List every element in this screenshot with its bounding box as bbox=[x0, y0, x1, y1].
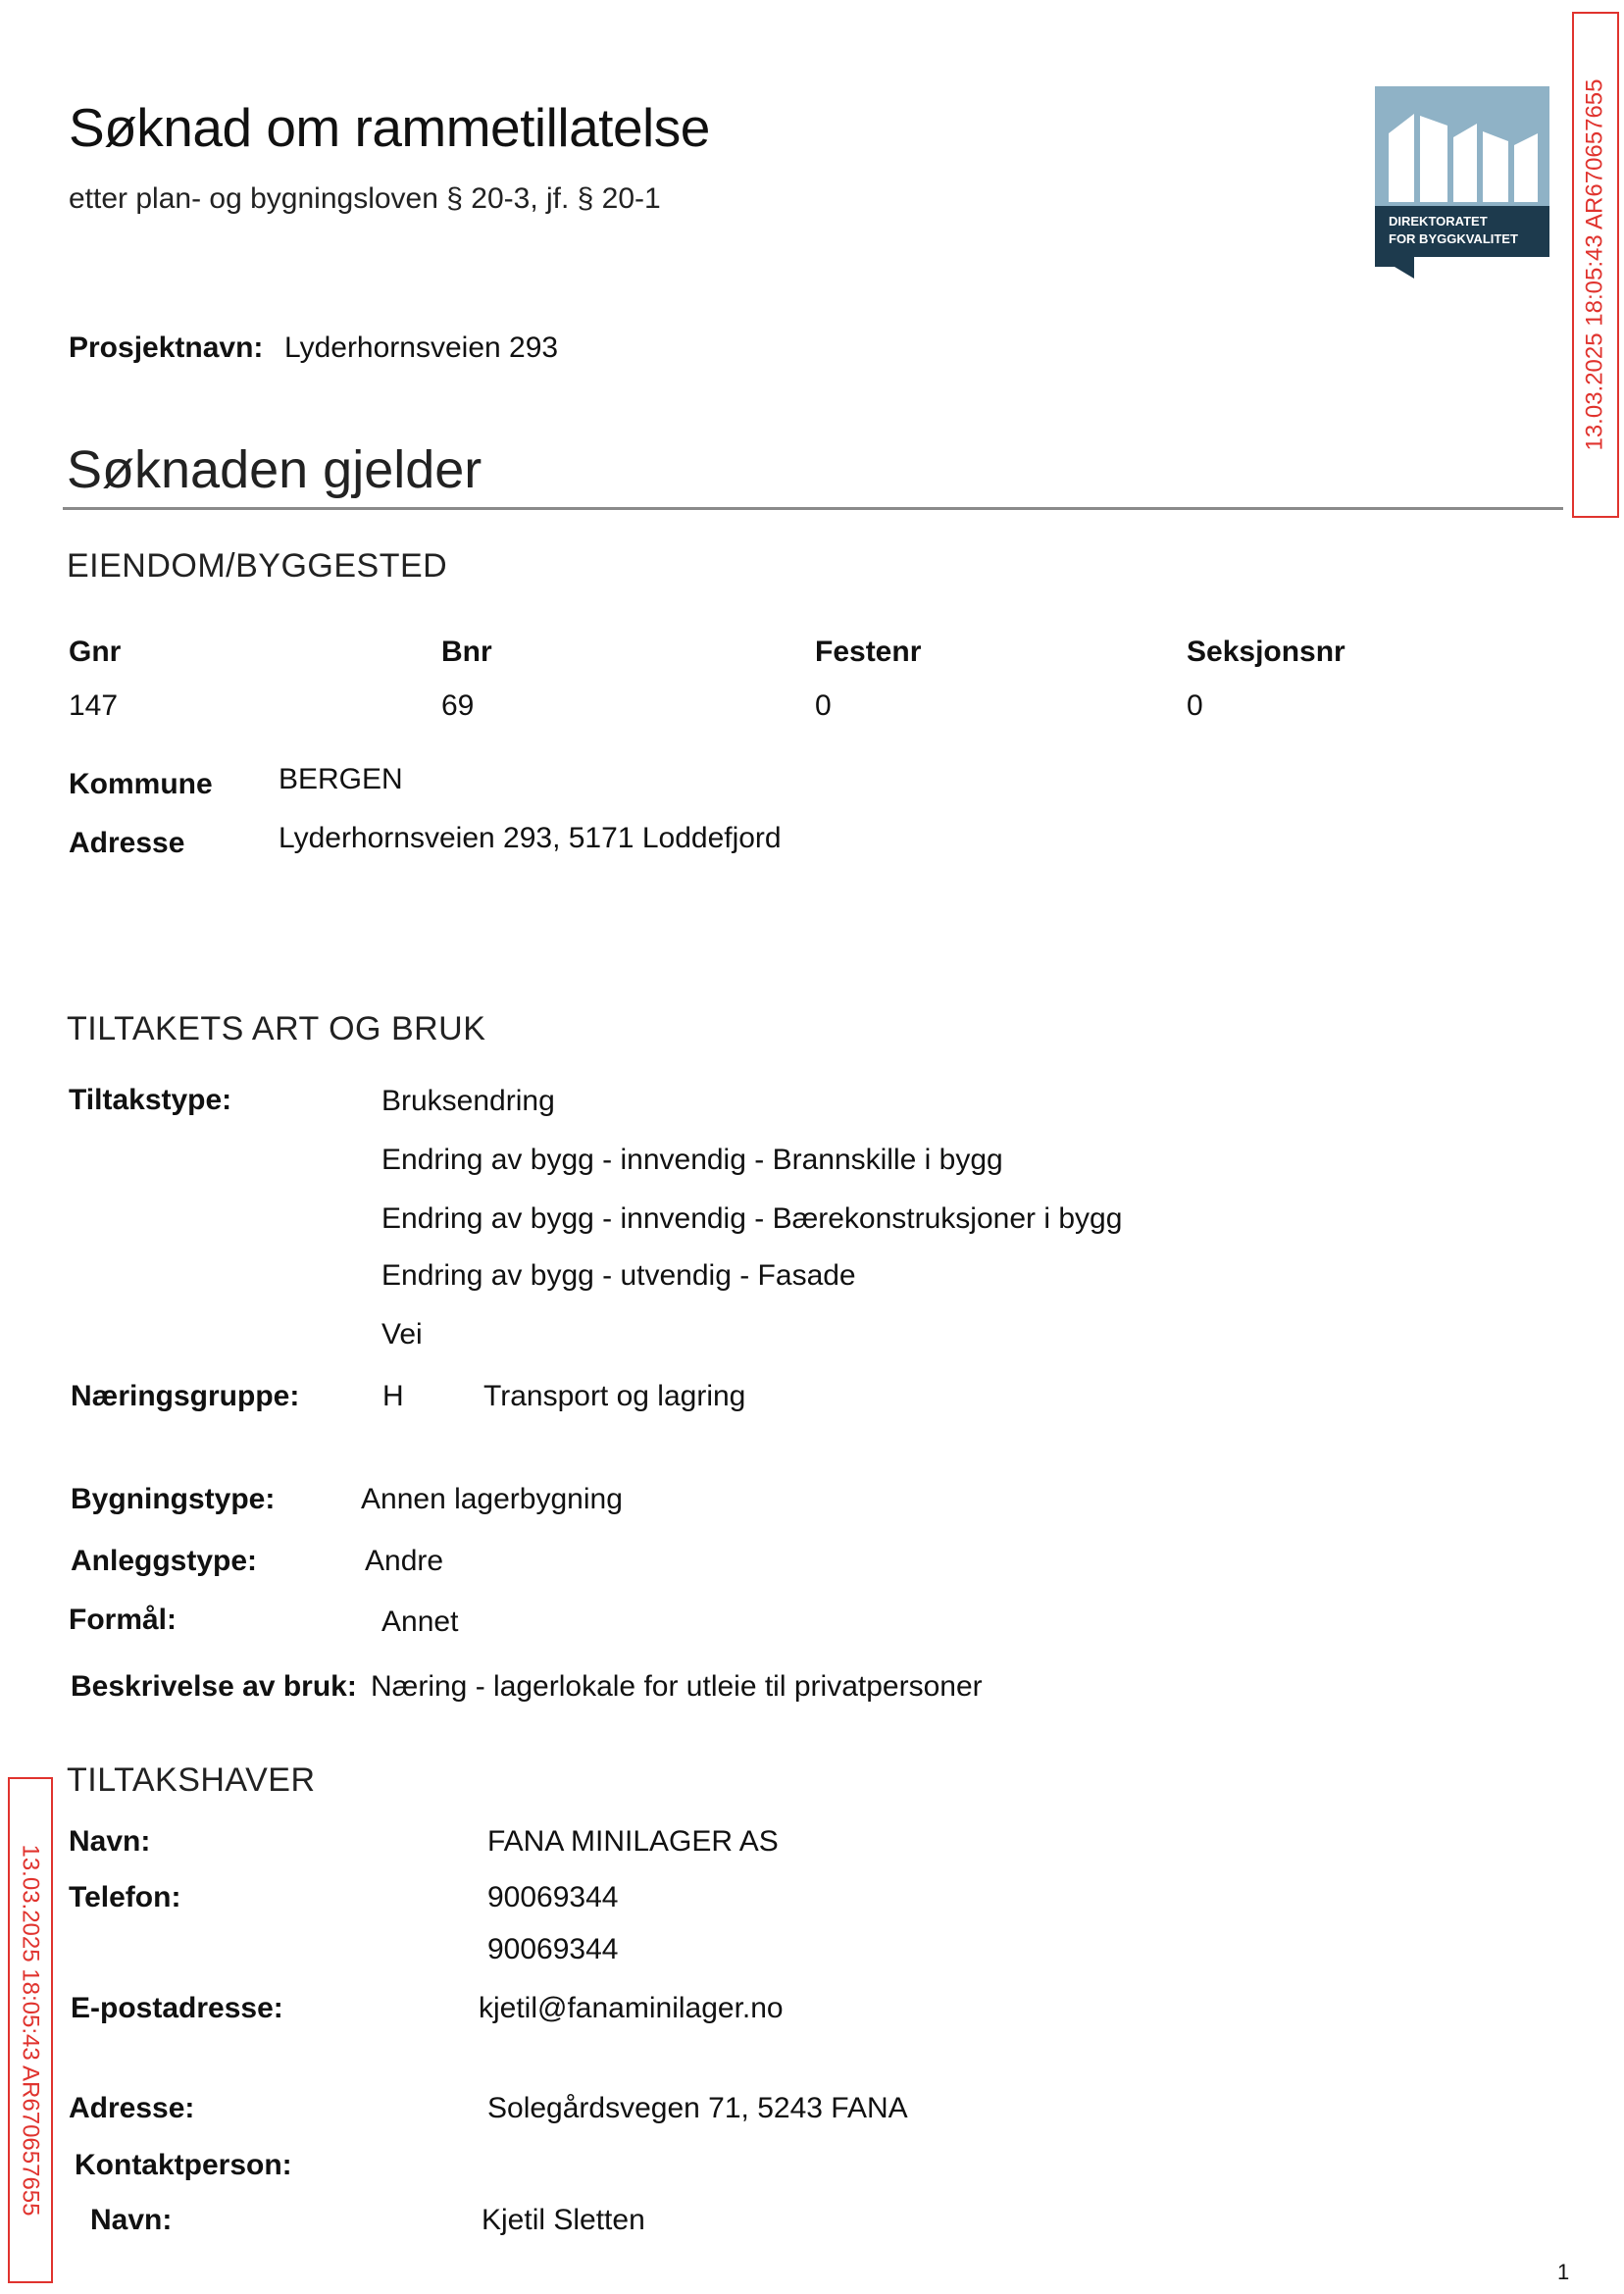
gnr-value: 147 bbox=[69, 689, 119, 722]
bnr-label: Bnr bbox=[441, 636, 492, 668]
formal-value: Annet bbox=[381, 1606, 459, 1638]
logo-text-line-1: DIREKTORATET bbox=[1389, 214, 1488, 229]
kontaktperson-label: Kontaktperson: bbox=[75, 2149, 292, 2181]
seksjonsnr-label: Seksjonsnr bbox=[1187, 636, 1345, 668]
project-name-value: Lyderhornsveien 293 bbox=[284, 331, 559, 364]
tiltakshaver-adresse-value: Solegårdsvegen 71, 5243 FANA bbox=[487, 2092, 908, 2124]
epost-label: E-postadresse: bbox=[71, 1992, 283, 2024]
page-number: 1 bbox=[1557, 2260, 1570, 2284]
beskrivelse-value: Næring - lagerlokale for utleie til privatpersoner bbox=[371, 1670, 983, 1703]
tiltakshaver-navn-value: FANA MINILAGER AS bbox=[487, 1825, 779, 1858]
tiltakstype-item: Bruksendring bbox=[381, 1085, 555, 1117]
project-name-label: Prosjektnavn: bbox=[69, 331, 264, 364]
bygningstype-value: Annen lagerbygning bbox=[361, 1483, 623, 1515]
anleggstype-label: Anleggstype: bbox=[71, 1545, 258, 1577]
adresse-label: Adresse bbox=[69, 827, 185, 859]
building-logo-icon bbox=[1375, 86, 1549, 279]
stamp-text: 13.03.2025 18:05:43 AR670657655 bbox=[1582, 78, 1608, 451]
kontaktperson-navn-label: Navn: bbox=[90, 2204, 173, 2236]
naeringsgruppe-code: H bbox=[382, 1380, 404, 1412]
adresse-value: Lyderhornsveien 293, 5171 Loddefjord bbox=[279, 822, 782, 854]
timestamp-stamp-top bbox=[1572, 12, 1619, 518]
bygningstype-label: Bygningstype: bbox=[71, 1483, 276, 1515]
kontaktperson-navn-value: Kjetil Sletten bbox=[482, 2204, 645, 2236]
tiltakstype-item: Endring av bygg - innvendig - Bærekonstruksjoner i bygg bbox=[381, 1202, 1123, 1235]
gnr-label: Gnr bbox=[69, 636, 122, 668]
beskrivelse-label: Beskrivelse av bruk: bbox=[71, 1670, 357, 1703]
tiltakshaver-adresse-label: Adresse: bbox=[69, 2092, 195, 2124]
festenr-value: 0 bbox=[815, 689, 832, 722]
telefon-label: Telefon: bbox=[69, 1881, 181, 1913]
naeringsgruppe-value: Transport og lagring bbox=[483, 1380, 746, 1412]
eiendom-heading: EIENDOM/BYGGESTED bbox=[67, 547, 448, 585]
logo-text-line-2: FOR BYGGKVALITET bbox=[1389, 231, 1518, 246]
document-subtitle: etter plan- og bygningsloven § 20-3, jf. § 20-1 bbox=[69, 182, 661, 215]
dibk-logo bbox=[1375, 86, 1549, 279]
bnr-value: 69 bbox=[441, 689, 475, 722]
tiltakshaver-navn-label: Navn: bbox=[69, 1825, 151, 1858]
epost-value: kjetil@fanaminilager.no bbox=[479, 1992, 784, 2024]
formal-label: Formål: bbox=[69, 1604, 178, 1636]
document-title: Søknad om rammetillatelse bbox=[69, 97, 710, 158]
section-title: Søknaden gjelder bbox=[67, 440, 482, 499]
tiltakstype-label: Tiltakstype: bbox=[69, 1084, 232, 1116]
telefon-value: 90069344 bbox=[487, 1933, 619, 1965]
tiltakstype-item: Vei bbox=[381, 1318, 423, 1351]
section-divider bbox=[63, 507, 1563, 510]
tiltak-heading: TILTAKETS ART OG BRUK bbox=[67, 1010, 486, 1047]
tiltakstype-item: Endring av bygg - utvendig - Fasade bbox=[381, 1259, 856, 1292]
tiltakstype-item: Endring av bygg - innvendig - Brannskille i bygg bbox=[381, 1144, 1003, 1176]
anleggstype-value: Andre bbox=[365, 1545, 444, 1577]
timestamp-stamp-left bbox=[8, 1777, 53, 2283]
telefon-value: 90069344 bbox=[487, 1881, 619, 1913]
festenr-label: Festenr bbox=[815, 636, 922, 668]
stamp-text: 13.03.2025 18:05:43 AR670657655 bbox=[18, 1844, 44, 2217]
kommune-label: Kommune bbox=[69, 768, 213, 800]
tiltakshaver-heading: TILTAKSHAVER bbox=[67, 1761, 316, 1799]
seksjonsnr-value: 0 bbox=[1187, 689, 1203, 722]
naeringsgruppe-label: Næringsgruppe: bbox=[71, 1380, 300, 1412]
kommune-value: BERGEN bbox=[279, 763, 403, 795]
